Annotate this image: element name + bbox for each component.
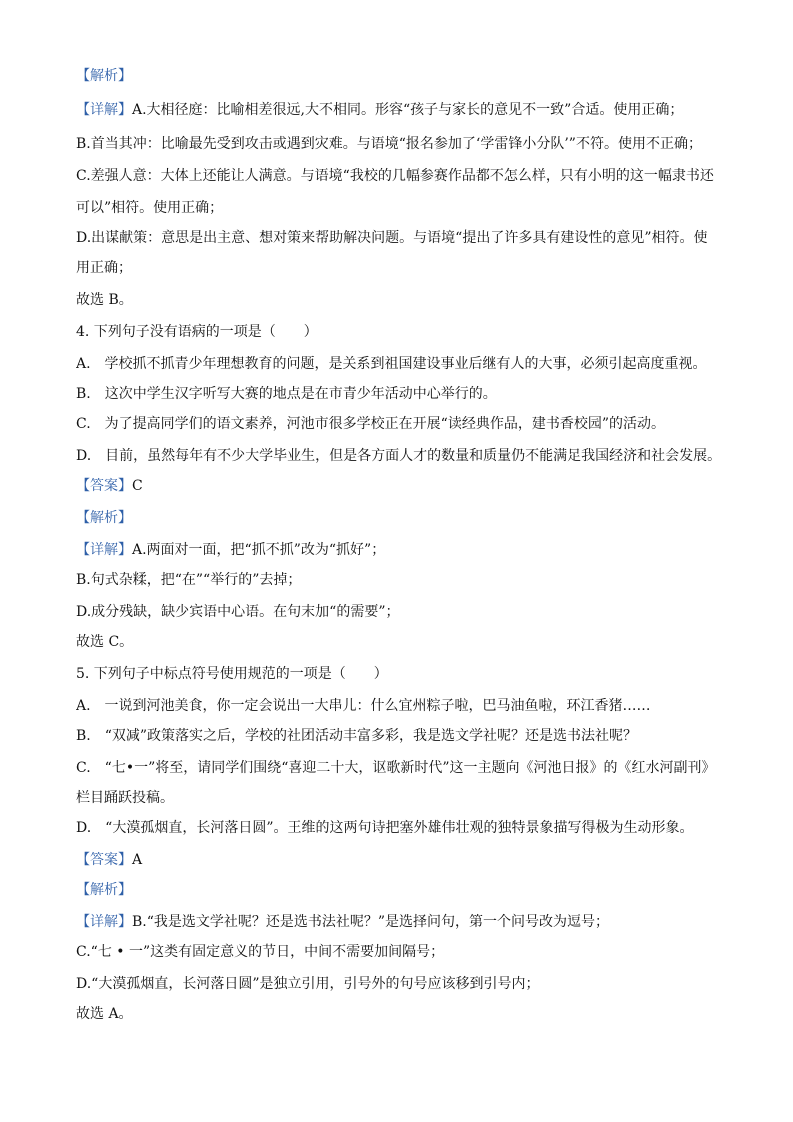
q4-option-a: A. 学校抓不抓青少年理想教育的问题，是关系到祖国建设事业后继有人的大事，必须引起高度重视。 [76,356,707,372]
q5-detail-d: D.“大漠孤烟直，长河落日圆”是独立引用，引号外的句号应该移到引号内； [76,976,540,992]
analysis-label: 【解析】 [76,68,132,84]
detail-label: 【详解】 [76,914,132,930]
q5-answer [76,850,726,870]
answer-label: 【答案】 [76,852,132,868]
q4-detail-a: 【详解】A.两面对一面，把“抓不抓”改为“抓好”； [76,542,386,558]
q4-answer-value: C [132,478,143,494]
q3-detail-a: 【详解】A.大相径庭：比喻相差很远,大不相同。形容“孩子与家长的意见不一致”合适。使用正确； [76,102,684,118]
q4-stem: 4. 下列句子没有语病的一项是（ ） [76,324,318,340]
q3-detail-d-line2: 用正确； [76,260,132,276]
q5-detail-b: 【详解】B.“我是选文学社呢？还是选书法社呢？”是选择问句，第一个问号改为逗号； [76,914,610,930]
q5-stem: 5. 下列句子中标点符号使用规范的一项是（ ） [76,666,388,682]
q5-option-b: B. “双减”政策落实之后，学校的社团活动丰富多彩，我是选文学社呢？还是选书法社呢？ [76,728,638,744]
answer-label: 【答案】 [76,478,132,494]
q5-option-a: A. 一说到河池美食，你一定会说出一大串儿：什么宜州粽子啦，巴马油鱼啦，环江香猪…… [76,698,651,714]
q5-option-c-line1: C. “七•一”将至，请同学们围绕“喜迎二十大，讴歌新时代”这一主题向《河池日报》的《红水河副刊》 [76,760,716,776]
q4-analysis-label: 【解析】 [76,510,132,526]
q4-option-c: C. 为了提高同学们的语文素养，河池市很多学校正在开展“读经典作品，建书香校园”的活动。 [76,416,665,432]
q4-option-b: B. 这次中学生汉字听写大赛的地点是在市青少年活动中心举行的。 [76,386,497,402]
q4-option-d: D. 目前，虽然每年有不少大学毕业生，但是各方面人才的数量和质量仍不能满足我国经济和社会发展。 [76,448,722,464]
q5-detail-c: C.“七 • 一”这类有固定意义的节日，中间不需要加间隔号； [76,944,445,960]
q3-conclusion: 故选 B。 [76,292,133,308]
q4-answer [76,476,726,496]
q3-detail-c-line1: C.差强人意：大体上还能让人满意。与语境“我校的几幅参赛作品都不怎么样，只有小明的这一幅隶书还 [76,168,714,184]
q5-option-c-line2: 栏目踊跃投稿。 [76,790,174,806]
q4-detail-d: D.成分残缺，缺少宾语中心语。在句末加“的需要”； [76,604,400,620]
q4-conclusion: 故选 C。 [76,634,134,650]
q4-detail-b: B.句式杂糅，把“在”“举行的”去掉； [76,572,302,588]
q5-answer-value: A [132,852,143,868]
q3-detail-d-line1: D.出谋献策：意思是出主意、想对策来帮助解决问题。与语境“提出了许多具有建设性的意见”相符。使 [76,230,708,246]
q3-detail-b: B.首当其冲：比喻最先受到攻击或遇到灾难。与语境“报名参加了‘学雷锋小分队’”不符。使用不正确； [76,136,702,152]
detail-label: 【详解】 [76,542,132,558]
q5-option-d: D. “大漠孤烟直，长河落日圆”。王维的这两句诗把塞外雄伟壮观的独特景象描写得极为生动形象。 [76,820,694,836]
q5-conclusion: 故选 A。 [76,1006,133,1022]
q5-analysis-label: 【解析】 [76,882,132,898]
detail-label: 【详解】 [76,102,132,118]
q3-detail-c-line2: 可以”相符。使用正确； [76,200,224,216]
